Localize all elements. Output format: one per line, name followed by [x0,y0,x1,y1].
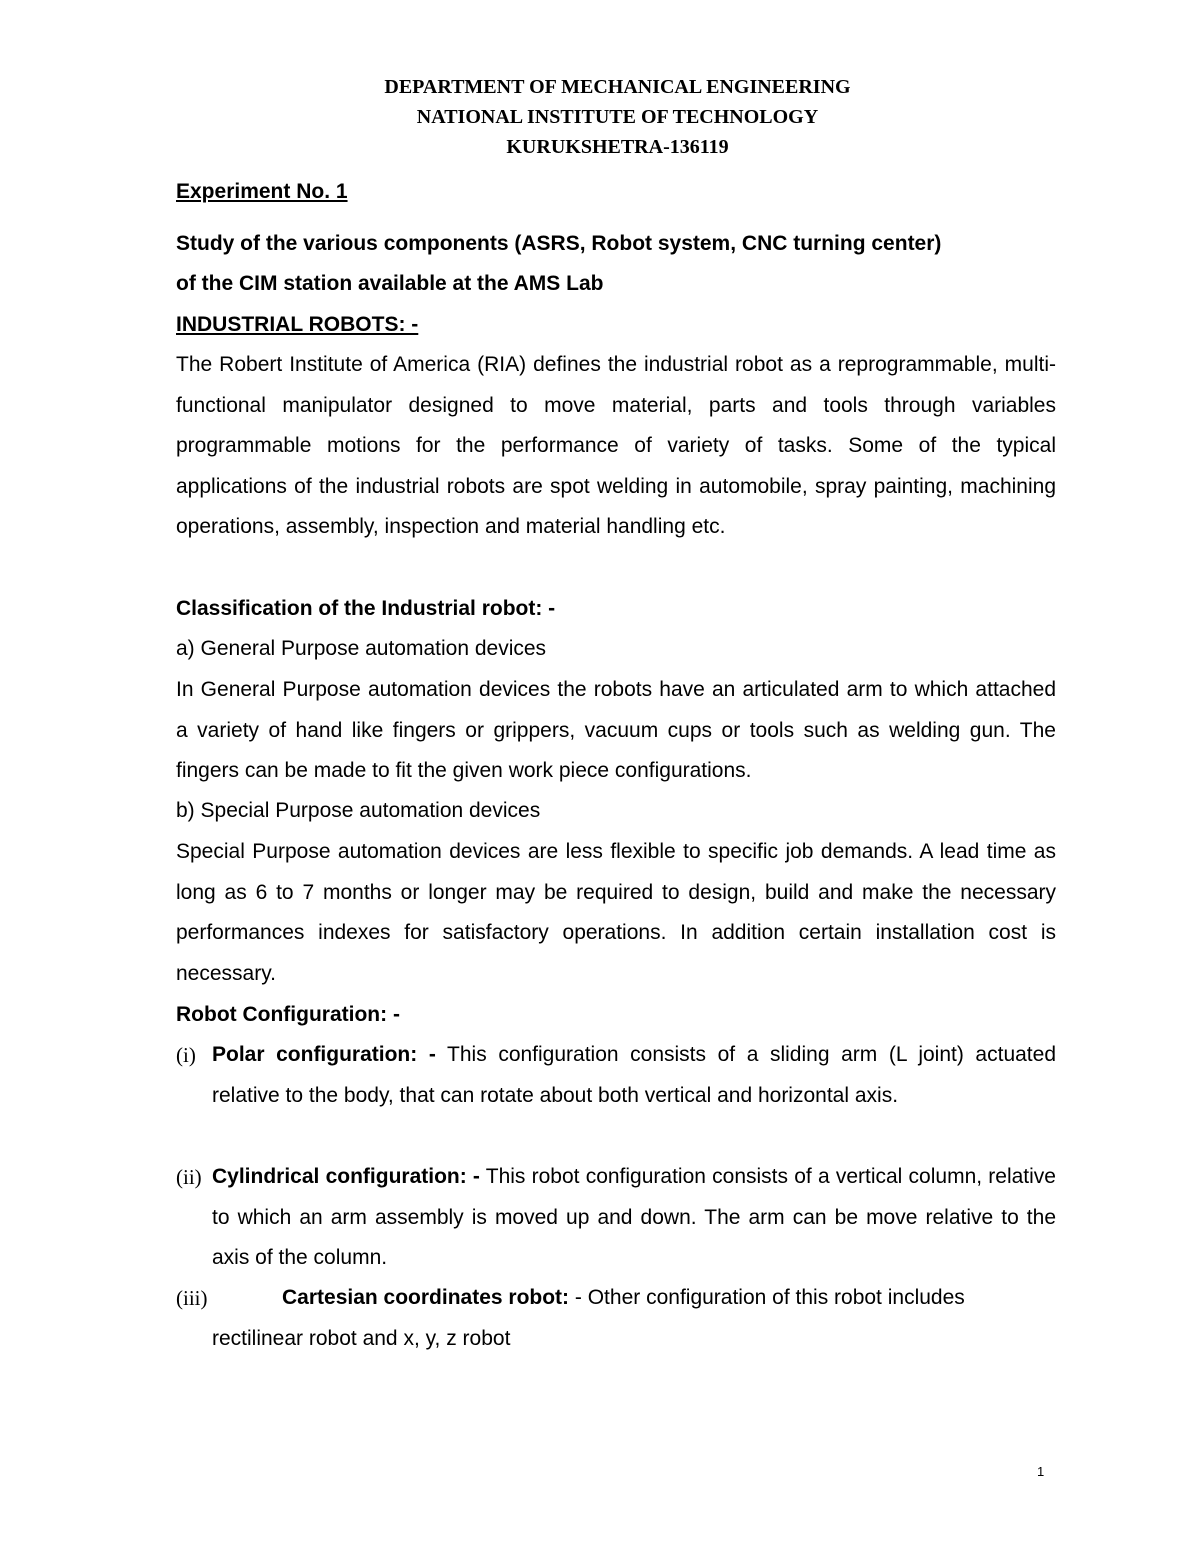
config-item-cylindrical [176,1157,1056,1279]
config-item-text: This configuration consists of a sliding arm (L joint) actuated relative to the body, that can rotate about both vertical and horizontal axis. [212,1043,1056,1107]
config-item-cartesian [176,1278,1056,1359]
page-number: 1 [1037,1464,1045,1479]
industrial-robots-heading: INDUSTRIAL ROBOTS: - [176,313,419,336]
header-department: DEPARTMENT OF MECHANICAL ENGINEERING [384,76,851,98]
config-item-label: Cylindrical configuration: - [212,1165,480,1188]
experiment-title-line1: Study of the various components (ASRS, Robot system, CNC turning center) [176,232,942,255]
config-item-label: Polar configuration: - [212,1043,436,1066]
header-location: KURUKSHETRA-136119 [506,136,729,158]
config-item-number: (ii) [176,1165,202,1189]
config-item-number: (i) [176,1043,196,1067]
special-purpose-title: b) Special Purpose automation devices [176,799,541,822]
special-purpose-paragraph: Special Purpose automation devices are less flexible to specific job demands. A lead time as long as 6 to 7 months or longer may be required to design, build and make the necessary performances indexes for satisfactory operations. In addition certain installation cost is necessary. [176,840,1056,985]
classification-heading: Classification of the Industrial robot: - [176,597,556,620]
header-institute: NATIONAL INSTITUTE OF TECHNOLOGY [416,106,819,128]
config-item-text: - Other configuration of this robot includes rectilinear robot and x, y, z robot [212,1286,965,1350]
department-header [0,72,1200,162]
robot-configuration-heading: Robot Configuration: - [176,1003,400,1026]
industrial-robots-paragraph: The Robert Institute of America (RIA) defines the industrial robot as a reprogrammable, multi-functional manipulator designed to move material, parts and tools through variables programmable motions for the performance of variety of tasks. Some of the typical applications of the industrial robots are spot welding in automobile, spray painting, machining operations, assembly, inspection and material handling etc. [176,353,1056,539]
experiment-title-line2: of the CIM station available at the AMS Lab [176,272,604,295]
config-item-label: Cartesian coordinates robot: [282,1286,570,1309]
config-item-polar [176,1035,1056,1116]
config-item-number: (iii) [176,1286,208,1310]
config-item-text: This robot configuration consists of a vertical column, relative to which an arm assembly is moved up and down. The arm can be move relative to the axis of the column. [212,1165,1056,1270]
general-purpose-title: a) General Purpose automation devices [176,637,547,660]
general-purpose-paragraph: In General Purpose automation devices the robots have an articulated arm to which attached a variety of hand like fingers or grippers, vacuum cups or tools such as welding gun. The fingers can be made to fit the given work piece configurations. [176,678,1056,783]
experiment-number: Experiment No. 1 [176,180,348,203]
